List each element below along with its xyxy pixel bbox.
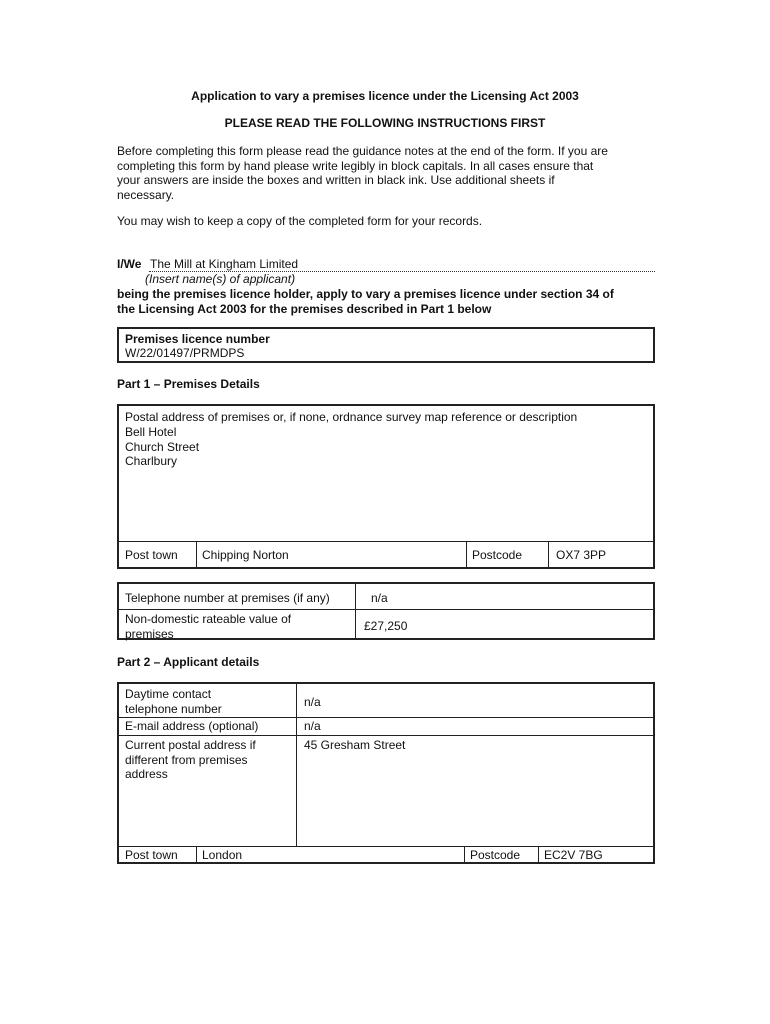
post-town-label: Post town [125,848,178,862]
label-line: premises [125,626,174,641]
post-town-field[interactable]: Chipping Norton [202,548,289,562]
post-town-field[interactable]: London [202,848,243,862]
instructions-line: your answers are inside the boxes and written in black ink. Use additional sheets if [117,173,555,187]
applicant-name-line [117,257,655,273]
divider [355,584,356,638]
divider [296,684,297,846]
part2-heading: Part 2 – Applicant details [117,655,260,669]
rateable-value-field[interactable]: £27,250 [364,619,408,633]
divider [119,609,653,610]
copy-note: You may wish to keep a copy of the completed form for your records. [117,214,483,228]
label-line: Non-domestic rateable value of [125,612,292,626]
email-label: E-mail address (optional) [125,719,259,733]
premises-address-field[interactable] [125,425,199,469]
insert-name-note: (Insert name(s) of applicant) [145,272,296,286]
form-title: Application to vary a premises licence under the Licensing Act 2003 [191,89,579,103]
label-line: Daytime contact [125,687,212,701]
postcode-label: Postcode [472,548,523,562]
instructions-line: Before completing this form please read the guidance notes at the end of the form. If you are [117,144,608,158]
instructions-line: completing this form by hand please write legibly in block capitals. In all cases ensure that [117,158,594,173]
divider [466,541,467,567]
postcode-field[interactable]: OX7 3PP [556,548,607,562]
daytime-phone-field[interactable]: n/a [304,695,321,709]
label-line: different from premises [125,752,248,767]
post-town-label: Post town [125,548,178,562]
current-address-label [125,738,256,782]
divider [119,717,653,718]
premises-address-label: Postal address of premises or, if none, ordnance survey map reference or description [125,410,578,424]
daytime-phone-label [125,687,222,716]
email-field[interactable]: n/a [304,719,321,733]
label-line: telephone number [125,701,222,716]
divider [119,541,653,542]
divider [196,541,197,567]
premises-address-box [117,404,655,569]
current-address-field[interactable]: 45 Gresham Street [304,738,406,752]
iwe-label: I/We [117,257,142,271]
applicant-name-field[interactable]: The Mill at Kingham Limited [150,257,299,271]
instructions-heading: PLEASE READ THE FOLLOWING INSTRUCTIONS FIRST [224,116,546,130]
telephone-field[interactable]: n/a [371,591,388,605]
divider [548,541,549,567]
instructions-paragraph [117,144,657,202]
licence-number-label: Premises licence number [125,332,270,346]
address-line: Bell Hotel [125,425,177,439]
postcode-field[interactable]: EC2V 7BG [544,848,603,862]
divider [464,846,465,862]
part1-heading: Part 1 – Premises Details [117,377,260,391]
address-line: Charlbury [125,454,178,468]
postcode-label: Postcode [470,848,521,862]
applicant-details-box [117,682,655,864]
label-line: Current postal address if [125,738,256,752]
premises-details-box [117,582,655,640]
rateable-value-label [125,612,291,641]
divider [538,846,539,862]
instructions-line: necessary. [117,187,175,202]
divider [119,846,653,847]
licence-number-field[interactable]: W/22/01497/PRMDPS [125,346,245,360]
telephone-label: Telephone number at premises (if any) [125,591,330,605]
declaration-line: the Licensing Act 2003 for the premises described in Part 1 below [117,301,492,316]
address-line: Church Street [125,439,200,454]
divider [196,846,197,862]
declaration-line: being the premises licence holder, apply to vary a premises licence under section 34 of [117,287,614,301]
declaration-statement [117,287,662,316]
label-line: address [125,767,168,781]
licence-number-box [117,327,655,363]
divider [119,735,653,736]
